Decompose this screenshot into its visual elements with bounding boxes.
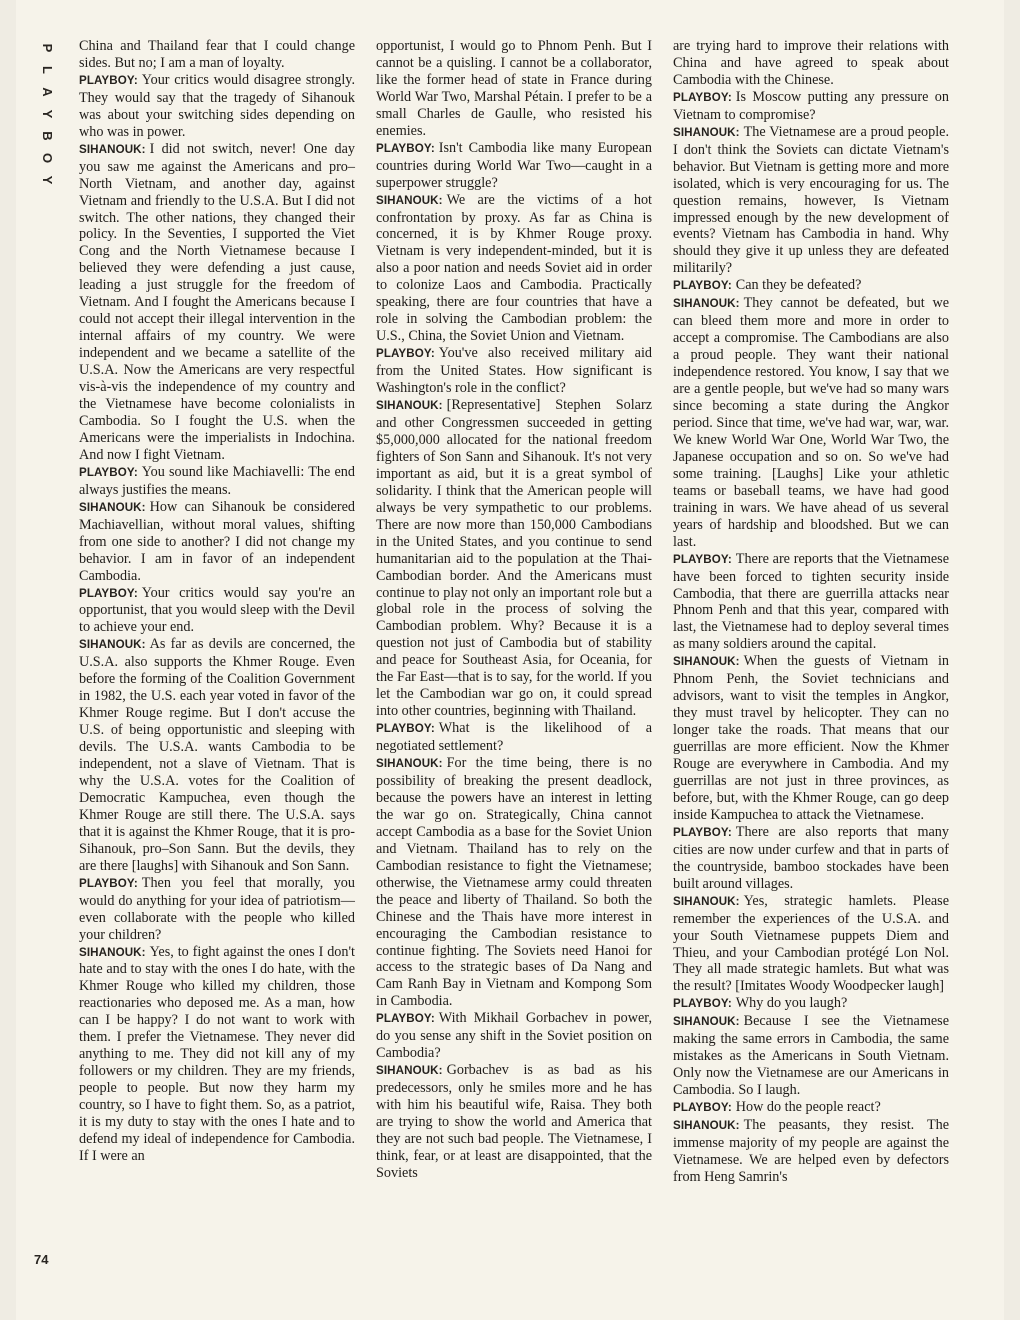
speaker-label: SIHANOUK:	[79, 638, 146, 652]
interview-paragraph	[376, 140, 652, 192]
interview-paragraph	[79, 464, 355, 499]
paragraph-text: How do the people react?	[735, 1099, 881, 1116]
paragraph-text: Then you feel that morally, you would do anything for your idea of patriotism—even collaborate with the people who killed your children?	[79, 874, 355, 943]
paragraph-text: Because I see the Vietnamese making the same errors in Cambodia, the same mistakes as the Americans in South Vietnam. Only now the Vietnamese are our Americans in Cambodia. So I laugh.	[673, 1013, 949, 1099]
paragraph-text: China and Thailand fear that I could change sides. But no; I am a man of loyalty.	[79, 38, 355, 71]
interview-paragraph	[673, 124, 949, 278]
speaker-label: SIHANOUK:	[673, 125, 740, 139]
interview-paragraph	[376, 38, 652, 140]
speaker-label: PLAYBOY:	[79, 586, 138, 600]
paragraph-text: You sound like Machiavelli: The end always justifies the means.	[79, 463, 355, 498]
paragraph-text: [Representative] Stephen Solarz and other Congressmen succeeded in getting $5,000,000 allocated for the national freedom fighters of Son Sann and Sihanouk. It's not very important as aid, but it is a great symbol of solidarity. I think that the American people will always be very sympathetic to our problems. There are now more than 150,000 Cambodians in the United States, and you continue to send humanitarian aid to the population at the Thai-Cambodian border. And the Americans must continue to play not only an important role but a global role in the process of solving the Cambodian problem. Why? Because it is a question not just of Cambodia but of stability and peace for Southeast Asia, for Oceania, for the Far East—that is to say, for the world. If you let the Cambodian war go on, it could spread into other countries, beginning with Thailand.	[376, 397, 652, 720]
interview-paragraph	[673, 277, 949, 295]
text-column-2	[376, 38, 652, 1182]
paragraph-text: The peasants, they resist. The immense majority of my people are against the Vietnamese. We are helped even by defectors from Heng Samrin's	[673, 1117, 949, 1185]
interview-paragraph	[79, 944, 355, 1165]
speaker-label: PLAYBOY:	[673, 997, 732, 1011]
paragraph-text: Gorbachev is as bad as his predecessors, only he smiles more and he has with him his beautiful wife, Raisa. They both are trying to show the world and America that they are not such bad people. The Vietnamese, I think, fear, or at least are disappointed, that the Soviets	[376, 1062, 652, 1181]
page-number: 74	[34, 1252, 49, 1267]
paragraph-text: Can they be defeated?	[735, 277, 862, 294]
speaker-label: SIHANOUK:	[376, 1064, 443, 1078]
interview-paragraph	[79, 141, 355, 464]
speaker-label: PLAYBOY:	[673, 1101, 732, 1115]
interview-paragraph	[673, 824, 949, 893]
speaker-label: SIHANOUK:	[79, 945, 146, 959]
text-column-1	[79, 38, 355, 1165]
logo-letter: A	[40, 87, 55, 97]
paragraph-text: Is Moscow putting any pressure on Vietnam to compromise?	[673, 88, 949, 123]
paragraph-text: You've also received military aid from the United States. How significant is Washington's role in the conflict?	[376, 345, 652, 397]
paragraph-text: are trying hard to improve their relations with China and have agreed to speak about Cambodia with the Chinese.	[673, 38, 949, 88]
paragraph-text: As far as devils are concerned, the U.S.A. also supports the Khmer Rouge. Even before the forming of the Coalition Government in 1982, the U.S. each year voted in favor of the Khmer Rouge regime. But I don't accuse the U.S. of being opportunistic and sleeping with devils. The U.S.A. wants Cambodia to be independent, not a slave of Vietnam. That is why the U.S.A. votes for the Coalition of Democratic Kampuchea, even though the Khmer Rouge are still there. The U.S.A. says that it is against the Khmer Rouge, that it is pro-Sihanouk, pro–Son Sann. But the devils, they are there [laughs] with Sihanouk and Son Sann.	[79, 636, 355, 874]
interview-paragraph	[673, 89, 949, 124]
speaker-label: PLAYBOY:	[376, 347, 435, 361]
interview-paragraph	[376, 755, 652, 1010]
interview-paragraph	[673, 295, 949, 550]
interview-paragraph	[376, 1062, 652, 1182]
logo-letter: L	[40, 66, 55, 74]
speaker-label: SIHANOUK:	[673, 1119, 740, 1133]
paragraph-text: We are the victims of a hot confrontation by proxy. As far as China is concerned, it is by Khmer Rouge proxy. Vietnam is very independent-minded, but it is also a poor nation and needs Soviet aid in order to colonize Laos and Cambodia. Practically speaking, there are four countries that have a role in solving the Cambodian problem: the U.S., China, the Soviet Union and Vietnam.	[376, 191, 652, 345]
interview-paragraph	[376, 345, 652, 397]
logo-letter: Y	[40, 175, 55, 185]
interview-paragraph	[673, 995, 949, 1013]
interview-paragraph	[376, 192, 652, 346]
speaker-label: SIHANOUK:	[376, 193, 443, 207]
interview-paragraph	[79, 72, 355, 141]
paragraph-text: There are also reports that many cities are now under curfew and that in parts of the countryside, bamboo stockades have been built around villages.	[673, 823, 949, 892]
speaker-label: SIHANOUK:	[79, 500, 146, 514]
paragraph-text: Yes, to fight against the ones I don't hate and to stay with the ones I do hate, with the Khmer Rouge who killed my children, those reactionaries who deposed me. As a man, how can I be happy? I do not want to work with them. I prefer the Vietnamese. They never did anything to me. They did not kill any of my followers or my children. They are my friends, people to people. But now they harm my country, so I have to fight them. So, as a patriot, it is my duty to stay with the ones I hate and to defend my ideal of independence for Cambodia. If I were an	[79, 943, 355, 1164]
logo-letter: O	[40, 152, 55, 164]
interview-paragraph	[79, 585, 355, 637]
speaker-label: PLAYBOY:	[79, 73, 138, 87]
paragraph-text: Your critics would say you're an opportunist, that you would sleep with the Devil to achieve your end.	[79, 584, 355, 636]
paragraph-text: opportunist, I would go to Phnom Penh. But I cannot be a quisling. I cannot be a collaborator, like the former head of state in France during World War Two, Marshal Pétain. I prefer to be a small Charles de Gaulle, who resisted his enemies.	[376, 38, 652, 139]
logo-letter: P	[40, 43, 55, 53]
interview-paragraph	[673, 893, 949, 996]
paragraph-text: The Vietnamese are a proud people. I don't think the Soviets can dictate Vietnam's behavior. But Vietnam is getting more and more isolated, which is very encouraging for us. The question remains, however, Is Vietnam impressed enough by the new development of events? Vietnam has Cambodia in hand. Why should they give it up unless they are defeated militarily?	[673, 123, 949, 277]
interview-paragraph	[673, 551, 949, 654]
interview-paragraph	[376, 397, 652, 720]
interview-paragraph	[79, 636, 355, 874]
speaker-label: SIHANOUK:	[79, 142, 146, 156]
paragraph-text: How can Sihanouk be considered Machiavellian, without moral values, shifting from one side to another? I did not change my behavior. I am in favor of an independent Cambodia.	[79, 498, 355, 584]
speaker-label: SIHANOUK:	[376, 757, 443, 771]
interview-paragraph	[79, 499, 355, 585]
logo-letter: B	[40, 131, 55, 141]
text-column-3	[673, 38, 949, 1186]
speaker-label: PLAYBOY:	[673, 279, 732, 293]
logo-letter: Y	[40, 109, 55, 119]
interview-paragraph	[79, 38, 355, 72]
interview-paragraph	[376, 720, 652, 755]
interview-paragraph	[673, 38, 949, 89]
paragraph-text: There are reports that the Vietnamese have been forced to tighten security inside Cambodia, that there are guerrilla attacks near Phnom Penh and that this year, compared with last, the Vietnamese had to deploy several times as many soldiers around the capital.	[673, 550, 949, 653]
speaker-label: SIHANOUK:	[673, 1015, 740, 1029]
interview-paragraph	[673, 653, 949, 824]
speaker-label: SIHANOUK:	[673, 297, 740, 311]
speaker-label: PLAYBOY:	[673, 552, 732, 566]
interview-paragraph	[79, 875, 355, 944]
speaker-label: PLAYBOY:	[673, 825, 732, 839]
speaker-label: PLAYBOY:	[376, 722, 435, 736]
interview-paragraph	[376, 1010, 652, 1062]
paragraph-text: Yes, strategic hamlets. Please remember the experiences of the U.S.A. and your South Vietnamese puppets Diem and Thieu, and your Cambodian protégé Lon Nol. They all made strategic hamlets. But what was the result? [Imitates Woody Woodpecker laugh]	[673, 892, 949, 995]
paragraph-text: When the guests of Vietnam in Phnom Penh, the Soviet technicians and advisors, want to visit the temples in Angkor, they must travel by helicopter. They can no longer take the roads. That means that our guerrillas are more efficient. Now the Khmer Rouge are everywhere in Cambodia. And my guerrillas are not just in three provinces, as before, but, with the Khmer Rouge, can go deep inside Kampuchea to attack the Vietnamese.	[673, 653, 949, 823]
interview-paragraph	[673, 1117, 949, 1186]
speaker-label: SIHANOUK:	[673, 655, 740, 669]
paragraph-text: Why do you laugh?	[735, 995, 848, 1012]
paragraph-text: With Mikhail Gorbachev in power, do you sense any shift in the Soviet position on Cambodia?	[376, 1010, 652, 1062]
speaker-label: PLAYBOY:	[79, 465, 138, 479]
paragraph-text: Your critics would disagree strongly. They would say that the tragedy of Sihanouk was about your switching sides depending on who was in power.	[79, 71, 355, 140]
speaker-label: PLAYBOY:	[376, 1012, 435, 1026]
paragraph-text: I did not switch, never! One day you saw me against the Americans and pro–North Vietnam, and another day, against Vietnam and friendly to the U.S.A. But I did not switch. The other nations, they changed their policy. In the Seventies, I supported the Viet Cong and the North Vietnamese because I believed they were defending a just cause, leading a just struggle for the freedom of Vietnam. And I fought the Americans because I could not accept their illegal intervention in the internal affairs of my country. We were independent and we became a satellite of the U.S.A. Now the Americans are very respectful vis-à-vis the independence of my country and the Vietnamese have become colonialists in Cambodia. So I fought the U.S. when the Americans were the imperialists in Indochina. And now I fight Vietnam.	[79, 140, 355, 463]
interview-paragraph	[673, 1013, 949, 1099]
paragraph-text: Isn't Cambodia like many European countries during World War Two—caught in a superpower struggle?	[376, 139, 652, 191]
paragraph-text: What is the likelihood of a negotiated settlement?	[376, 720, 652, 755]
speaker-label: SIHANOUK:	[673, 894, 740, 908]
speaker-label: PLAYBOY:	[376, 141, 435, 155]
magazine-logo-vertical	[37, 41, 57, 187]
interview-paragraph	[673, 1099, 949, 1117]
paragraph-text: They cannot be defeated, but we can bleed them more and more in order to accept a compromise. The Cambodians are also a proud people. They want their national independence restored. You know, I say that we are a gentle people, but we've had so many wars since becoming a state during the Angkor period. Since that time, we've had war, war, war. We knew World War One, World War Two, the Japanese occupation and so on. So we've had some training. [Laughs] Like your athletic teams or baseball teams, we have had good training in wars. We have ahead of us several years of hardship and bloodshed. But we can last.	[673, 295, 949, 550]
paragraph-text: For the time being, there is no possibility of breaking the present deadlock, because the powers have an interest in letting the war go on. Strategically, China cannot accept Cambodia as a base for the Soviet Union and Vietnam. Thailand has to rely on the Cambodian resistance to fight the Vietnamese; otherwise, the Vietnamese army could threaten the peace and liberty of Thailand. So both the Chinese and the Thais have more interest in encouraging the Cambodian resistance to continue fighting. The Soviets need Hanoi for access to the strategic bases of Da Nang and Cam Ranh Bay in Vietnam and Kompong Som in Cambodia.	[376, 755, 652, 1010]
speaker-label: PLAYBOY:	[673, 90, 732, 104]
speaker-label: SIHANOUK:	[376, 399, 443, 413]
speaker-label: PLAYBOY:	[79, 876, 138, 890]
